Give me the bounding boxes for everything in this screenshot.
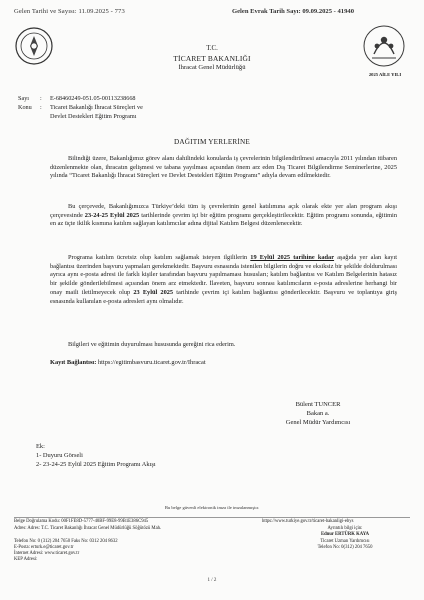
footer-web: İnternet Adresi: www.ticaret.gov.tr	[14, 551, 80, 556]
footer-kep: KEP Adresi:	[14, 557, 38, 562]
konu-value-2: Devlet Destekleri Eğitim Programı	[50, 113, 137, 120]
konu-row: Konu : Ticaret Bakanlığı İhracat Süreçleri ve	[18, 104, 143, 111]
footer-email: E-Posta: erturk.e@ticaret.gov.tr	[14, 545, 74, 550]
footer-address: Adres: Adres: T.C. Ticaret Bakanlığı İhracat Genel Müdürlüğü Söğütözü Mah.	[14, 526, 162, 531]
verification-code: Belge Doğrulama Kodu: 00F1FE8D-5777-40BF-99E8-99B1E386C945	[14, 519, 149, 524]
sayi-row: Sayı : E-68460249-051.05-00113238668	[18, 95, 136, 102]
sayi-label: Sayı	[18, 95, 30, 102]
evrak-stamp: Gelen Evrak Tarih Sayı: 09.09.2025 - 41940	[232, 8, 354, 15]
registration-label: Kayıt Bağlantısı:	[50, 359, 97, 366]
header-tc: T.C.	[206, 45, 218, 52]
header-ministry: TİCARET BAKANLIĞI	[173, 54, 251, 63]
distribution-title: DAĞITIM YERLERİNE	[174, 138, 250, 146]
contact-title: Ticaret Uzman Yardımcısı	[320, 539, 370, 544]
page-number: 1 / 2	[207, 578, 217, 583]
header-directorate: İhracat Genel Müdürlüğü	[178, 64, 246, 71]
signer-on-behalf: Bakan a.	[306, 410, 330, 417]
program-dates: 23-24-25 Eylül 2025	[84, 211, 140, 219]
deadline-date: 19 Eylül 2025 tarihine kadar	[250, 254, 335, 261]
signer-name: Bülent TUNCER	[295, 401, 341, 408]
link-send-date: 23 Eylül 2025	[133, 288, 174, 296]
attachments-label: Ek:	[36, 443, 45, 450]
contact-info-label: Ayrıntılı bilgi için:	[327, 526, 363, 531]
konu-label: Konu	[18, 104, 32, 111]
attachment-2: 2- 23-24-25 Eylül 2025 Eğitim Programı Akışı	[36, 461, 156, 468]
paragraph-4: Bilgileri ve eğitimin duyurulması hususunda gereğini rica ederim.	[68, 341, 236, 348]
footer-divider	[14, 517, 410, 518]
signer-title: Genel Müdür Yardımcısı	[285, 419, 351, 426]
paragraph-3: Programa katılım ücretsiz olup katılım sağlamak isteyen ilgililerin 19 Eylül 2025 tarihine kadar aşağıda yer alan kayıt bağlantısı üzerinden başvuru yapmaları gerekmektedir. Başvuru esnasında istenilen bilgilerin doğru ve eksiksiz bir şekilde doldurulması ayrıca aynı e-posta adresi ile farklı kişiler tarafından başvuru yapılmaması hususları; katılım bağlantısı ve Katılım Belgelerinin hatasız bir şekilde gönderilebilmesi açısından önem arz etmektedir. İlaveten, başvuru sonrası katılımcıların e-posta adreslerine herhangi bir onay maili iletilmeyecek olup 23 Eylül 2025 tarihinde çevrim içi katılım bağlantısı gönderilecektir. Başvuru ve toplantıya giriş esnasında kullanılan e-posta adresleri aynı olmalıdır.	[50, 254, 398, 305]
attachment-1: 1- Duyuru Görseli	[36, 452, 83, 459]
paragraph-1: Bilindiği üzere, Bakanlığımız görev alanı dahilindeki konularda iş çevrelerinin bilgilendirilmesi amacıyla 2011 yılından itibaren düzenlenmekte olan, ihracatın gelişmesi ve tabana yayılması açısından önem arz eden Dış Ticaret Bilgilendirme Seminerlerine, 2025 yılında “Ticaret Bakanlığı İhracat Süreçleri ve Devlet Destekleri Eğitim Programı” adıyla devam edilmektedir.	[50, 155, 397, 180]
family-year-caption: 2025 AİLE YILI	[368, 72, 402, 77]
incoming-stamp: Gelen Tarihi ve Sayısı: 11.09.2025 - 773	[14, 8, 125, 15]
e-signature-note: Bu belge güvenli elektronik imza ile imzalanmıştır.	[164, 505, 260, 510]
konu-value-1: Ticaret Bakanlığı İhracat Süreçleri ve	[50, 104, 143, 111]
contact-phone: Telefon No: 0(312) 204 7650	[317, 545, 373, 550]
registration-link[interactable]: https://egitimbasvuru.ticaret.gov.tr/Ihracat	[96, 359, 206, 366]
sayi-value: E-68460249-051.05-00113238668	[50, 95, 136, 102]
verification-url[interactable]: https://www.turkiye.gov.tr/ticaret-bakanligi-ebys	[262, 519, 354, 524]
footer-phone: Telefon No: 0 (312) 204 7650 Faks No: 0312 204 8632	[14, 539, 118, 544]
contact-name: Ednur ERTÜRK KAYA	[320, 532, 370, 537]
paragraph-2: Bu çerçevede, Bakanlığımızca Türkiye’deki tüm iş çevrelerinin genel katılımına açık olarak ekte yer alan program akışı çerçevesinde 23-24-25 Eylül 2025 tarihlerinde çevrim içi bir eğitim programı gerçekleştirilecektir. Eğitim programı sonunda, eğitimin en az üçte ikilik kısmına katılım sağlayan katılımcılar adına dijital Katılım Belgesi düzenlenecektir.	[50, 203, 397, 228]
registration-row	[50, 359, 206, 366]
